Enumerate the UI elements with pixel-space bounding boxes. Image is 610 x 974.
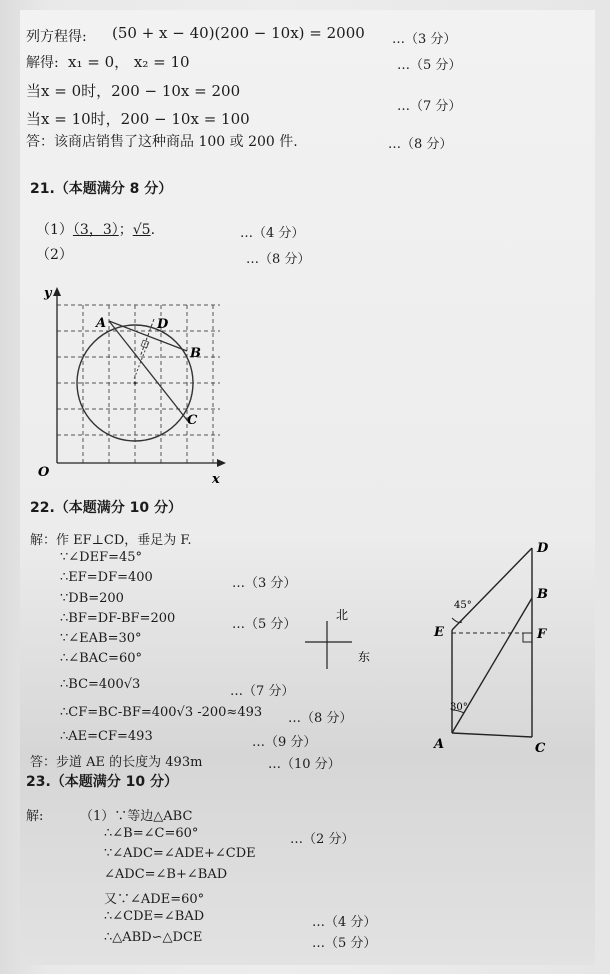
segment-ac — [452, 733, 532, 737]
point-b-label: B — [190, 346, 201, 361]
case-x10: 当x = 10时，200 − 10x = 100 — [26, 110, 250, 128]
right-angle-mark-f — [523, 633, 532, 642]
q22-line-7: ∴∠BAC=60° — [60, 651, 142, 666]
q22-line-6: ∵∠EAB=30° — [60, 631, 142, 646]
angle-45-label: 45° — [454, 600, 472, 611]
q22-score-9: …（9 分） — [252, 735, 317, 750]
q22-score-3: …（3 分） — [232, 576, 297, 591]
q22-line-4: ∵DB=200 — [60, 591, 124, 606]
q23-score-2: …（2 分） — [290, 832, 355, 847]
q23-label: 解: — [26, 809, 44, 824]
q23-line-3: ∵∠ADC=∠ADE+∠CDE — [104, 846, 256, 861]
label-d: D — [537, 541, 549, 556]
part1-label: （1） — [36, 222, 73, 238]
circle-center — [134, 382, 137, 385]
q21-score-4: …（4 分） — [240, 226, 305, 241]
q22-score-7: …（7 分） — [230, 684, 295, 699]
angle-30-label: 30° — [450, 702, 468, 713]
q21-part2-label: （2） — [36, 247, 73, 263]
q22-header: 22.（本题满分 10 分） — [30, 500, 183, 516]
q22-answer: 答：步道 AE 的长度为 493m — [30, 755, 203, 770]
q22-score-8: …（8 分） — [288, 711, 353, 726]
q22-line-3: ∴EF=DF=400 — [60, 570, 153, 585]
q22-line-9: ∴CF=BC-BF=400√3 -200≈493 — [60, 705, 263, 720]
label-b: B — [537, 587, 548, 602]
q20-answer: 答：该商店销售了这种商品 100 或 200 件. — [26, 134, 298, 150]
part1-end: . — [150, 222, 156, 238]
part1-sqrt: √5 — [132, 222, 151, 238]
case-x0: 当x = 0时，200 − 10x = 200 — [26, 82, 241, 100]
label-a: A — [434, 737, 445, 752]
q23-score-4: …（4 分） — [312, 915, 377, 930]
q23-score-5: …（5 分） — [312, 936, 377, 951]
compass — [300, 605, 380, 675]
x-axis-arrow — [217, 459, 226, 467]
score-3: …（3 分） — [392, 32, 457, 47]
solutions: x₁ = 0， x₂ = 10 — [68, 53, 190, 71]
compass-east-label: 东 — [358, 650, 371, 664]
part1-separator: ； — [118, 222, 133, 238]
q21-score-8: …（8 分） — [246, 252, 311, 267]
q22-line-2: ∵∠DEF=45° — [60, 550, 143, 565]
compass-north-label: 北 — [336, 608, 349, 622]
y-axis-arrow — [53, 287, 61, 296]
q22-line-5: ∴BF=DF-BF=200 — [60, 611, 176, 626]
grid-lines — [57, 305, 220, 463]
equation: (50 + x − 40)(200 − 10x) = 2000 — [112, 24, 365, 42]
y-axis-label: y — [44, 286, 52, 301]
q23-line-5: 又∵∠ADE=60° — [104, 892, 205, 907]
solve-label: 解得: — [26, 55, 59, 71]
q22-line-1: 解：作 EF⊥CD，垂足为 F. — [30, 533, 192, 548]
q22-line-8: ∴BC=400√3 — [60, 677, 141, 692]
q21-header: 21.（本题满分 8 分） — [30, 181, 173, 197]
q23-header: 23.（本题满分 10 分） — [26, 774, 179, 790]
label-f: F — [537, 627, 547, 642]
point-d-label: D — [157, 317, 169, 332]
score-7: …（7 分） — [397, 99, 462, 114]
point-c-label: C — [187, 413, 198, 428]
q23-line-1: （1）∵等边△ABC — [80, 809, 193, 824]
coordinate-graph — [30, 283, 230, 488]
x-axis-label: x — [212, 472, 220, 487]
point-a-label: A — [96, 316, 107, 331]
label-e: E — [434, 625, 444, 640]
label-c: C — [535, 741, 546, 756]
q22-score-10: …（10 分） — [268, 757, 341, 772]
walkway-figure — [420, 530, 560, 760]
q23-line-7: ∴△ABD∽△DCE — [104, 930, 203, 945]
equation-label: 列方程得: — [26, 29, 87, 45]
score-5: …（5 分） — [397, 58, 462, 73]
part1-answer: （3，3） — [72, 222, 119, 238]
q21-part1 — [36, 219, 155, 239]
q22-line-10: ∴AE=CF=493 — [60, 729, 153, 744]
q23-line-2: ∴∠B=∠C=60° — [104, 826, 199, 841]
q23-line-6: ∴∠CDE=∠BAD — [104, 909, 205, 924]
score-8: …（8 分） — [388, 137, 453, 152]
q23-line-4: ∠ADC=∠B+∠BAD — [104, 867, 228, 882]
origin-label: O — [38, 465, 50, 480]
q22-score-5: …（5 分） — [232, 617, 297, 632]
